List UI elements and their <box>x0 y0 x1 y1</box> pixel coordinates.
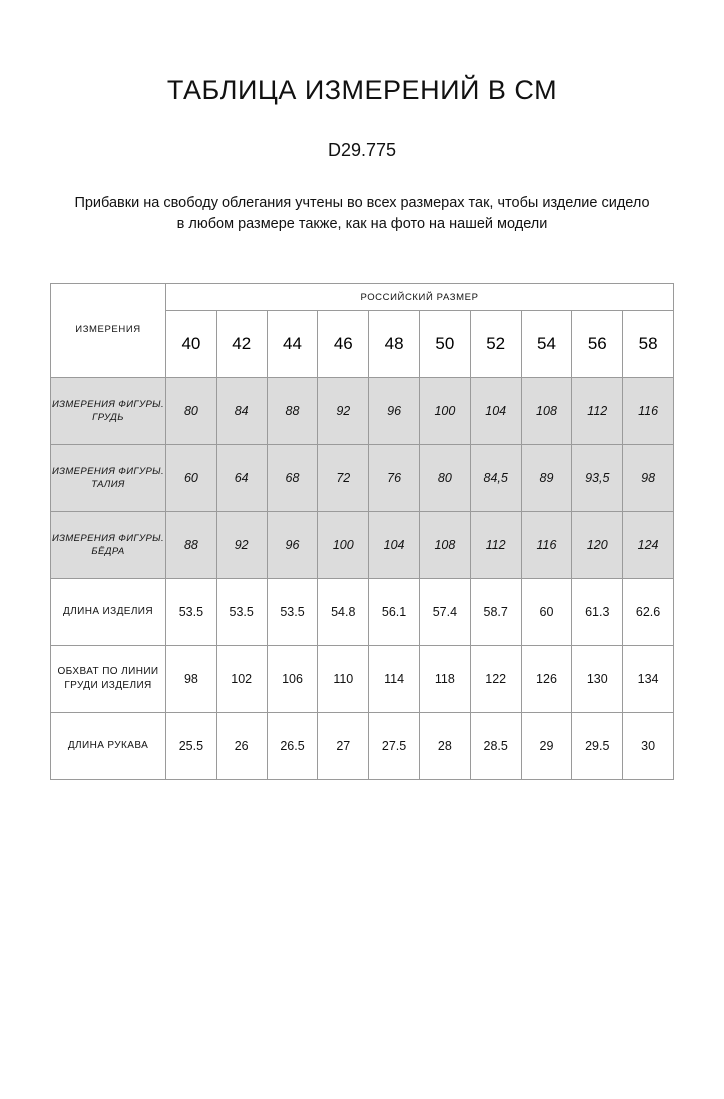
measurement-cell: 88 <box>166 512 217 579</box>
measurement-cell: 98 <box>623 445 674 512</box>
measurement-cell: 118 <box>419 646 470 713</box>
measurement-cell: 53.5 <box>166 579 217 646</box>
size-table-container <box>50 283 674 780</box>
measurement-cell: 88 <box>267 378 318 445</box>
measurement-cell: 108 <box>419 512 470 579</box>
table-row <box>51 713 674 780</box>
measurement-cell: 100 <box>419 378 470 445</box>
measurement-cell: 54.8 <box>318 579 369 646</box>
row-label: ИЗМЕРЕНИЯ ФИГУРЫ. ГРУДЬ <box>51 378 166 445</box>
measurement-cell: 61.3 <box>572 579 623 646</box>
measurement-cell: 58.7 <box>470 579 521 646</box>
measurement-cell: 110 <box>318 646 369 713</box>
size-header-cell: 50 <box>419 311 470 378</box>
measurement-cell: 57.4 <box>419 579 470 646</box>
table-row <box>51 579 674 646</box>
row-label: ИЗМЕРЕНИЯ ФИГУРЫ. ТАЛИЯ <box>51 445 166 512</box>
measurement-cell: 126 <box>521 646 572 713</box>
row-label: ДЛИНА ИЗДЕЛИЯ <box>51 579 166 646</box>
measurement-cell: 112 <box>572 378 623 445</box>
measurement-cell: 114 <box>369 646 420 713</box>
size-header-cell: 54 <box>521 311 572 378</box>
measurement-cell: 26.5 <box>267 713 318 780</box>
measurement-cell: 56.1 <box>369 579 420 646</box>
measurement-cell: 28.5 <box>470 713 521 780</box>
measurement-cell: 29 <box>521 713 572 780</box>
measurement-cell: 53.5 <box>216 579 267 646</box>
measurement-cell: 27.5 <box>369 713 420 780</box>
product-code: D29.775 <box>327 140 397 160</box>
measurement-cell: 106 <box>267 646 318 713</box>
table-row <box>51 445 674 512</box>
measurement-cell: 84 <box>216 378 267 445</box>
size-header-cell: 46 <box>318 311 369 378</box>
measurement-cell: 84,5 <box>470 445 521 512</box>
row-label: ИЗМЕРЕНИЯ ФИГУРЫ. БЁДРА <box>51 512 166 579</box>
measurement-cell: 60 <box>166 445 217 512</box>
measurement-cell: 28 <box>419 713 470 780</box>
size-header-cell: 42 <box>216 311 267 378</box>
fit-note: Прибавки на свободу облегания учтены во всех размерах так, чтобы изделие сидело в любом размере также, как на фото на нашей модели <box>74 195 650 233</box>
table-group-header: РОССИЙСКИЙ РАЗМЕР <box>166 284 674 311</box>
measurement-cell: 104 <box>369 512 420 579</box>
measurement-cell: 25.5 <box>166 713 217 780</box>
measurement-cell: 130 <box>572 646 623 713</box>
size-header-cell: 48 <box>369 311 420 378</box>
measurement-cell: 27 <box>318 713 369 780</box>
measurement-cell: 68 <box>267 445 318 512</box>
measurement-cell: 102 <box>216 646 267 713</box>
measurement-cell: 64 <box>216 445 267 512</box>
measurement-cell: 112 <box>470 512 521 579</box>
measurement-cell: 53.5 <box>267 579 318 646</box>
measurement-cell: 104 <box>470 378 521 445</box>
measurement-cell: 92 <box>318 378 369 445</box>
size-header-cell: 44 <box>267 311 318 378</box>
table-row <box>51 646 674 713</box>
row-label: ДЛИНА РУКАВА <box>51 713 166 780</box>
measurement-cell: 72 <box>318 445 369 512</box>
measurement-cell: 98 <box>166 646 217 713</box>
measurement-cell: 62.6 <box>623 579 674 646</box>
table-row <box>51 378 674 445</box>
table-corner-header: ИЗМЕРЕНИЯ <box>51 284 166 378</box>
measurement-cell: 93,5 <box>572 445 623 512</box>
measurement-cell: 100 <box>318 512 369 579</box>
measurement-cell: 92 <box>216 512 267 579</box>
measurement-cell: 29.5 <box>572 713 623 780</box>
measurement-cell: 120 <box>572 512 623 579</box>
measurement-cell: 60 <box>521 579 572 646</box>
measurement-cell: 26 <box>216 713 267 780</box>
size-header-cell: 56 <box>572 311 623 378</box>
measurement-cell: 80 <box>166 378 217 445</box>
measurement-cell: 122 <box>470 646 521 713</box>
size-header-cell: 58 <box>623 311 674 378</box>
page-title: ТАБЛИЦА ИЗМЕРЕНИЙ В СМ <box>166 75 558 105</box>
size-header-cell: 52 <box>470 311 521 378</box>
measurement-cell: 89 <box>521 445 572 512</box>
row-label: ОБХВАТ ПО ЛИНИИ ГРУДИ ИЗДЕЛИЯ <box>51 646 166 713</box>
measurement-cell: 80 <box>419 445 470 512</box>
size-header-cell: 40 <box>166 311 217 378</box>
measurement-cell: 116 <box>623 378 674 445</box>
measurement-cell: 96 <box>267 512 318 579</box>
table-row <box>51 512 674 579</box>
measurement-cell: 116 <box>521 512 572 579</box>
measurement-cell: 96 <box>369 378 420 445</box>
measurement-cell: 30 <box>623 713 674 780</box>
measurement-cell: 76 <box>369 445 420 512</box>
measurement-cell: 124 <box>623 512 674 579</box>
measurement-cell: 134 <box>623 646 674 713</box>
size-table <box>50 283 674 780</box>
size-chart-page <box>0 75 724 1099</box>
measurement-cell: 108 <box>521 378 572 445</box>
